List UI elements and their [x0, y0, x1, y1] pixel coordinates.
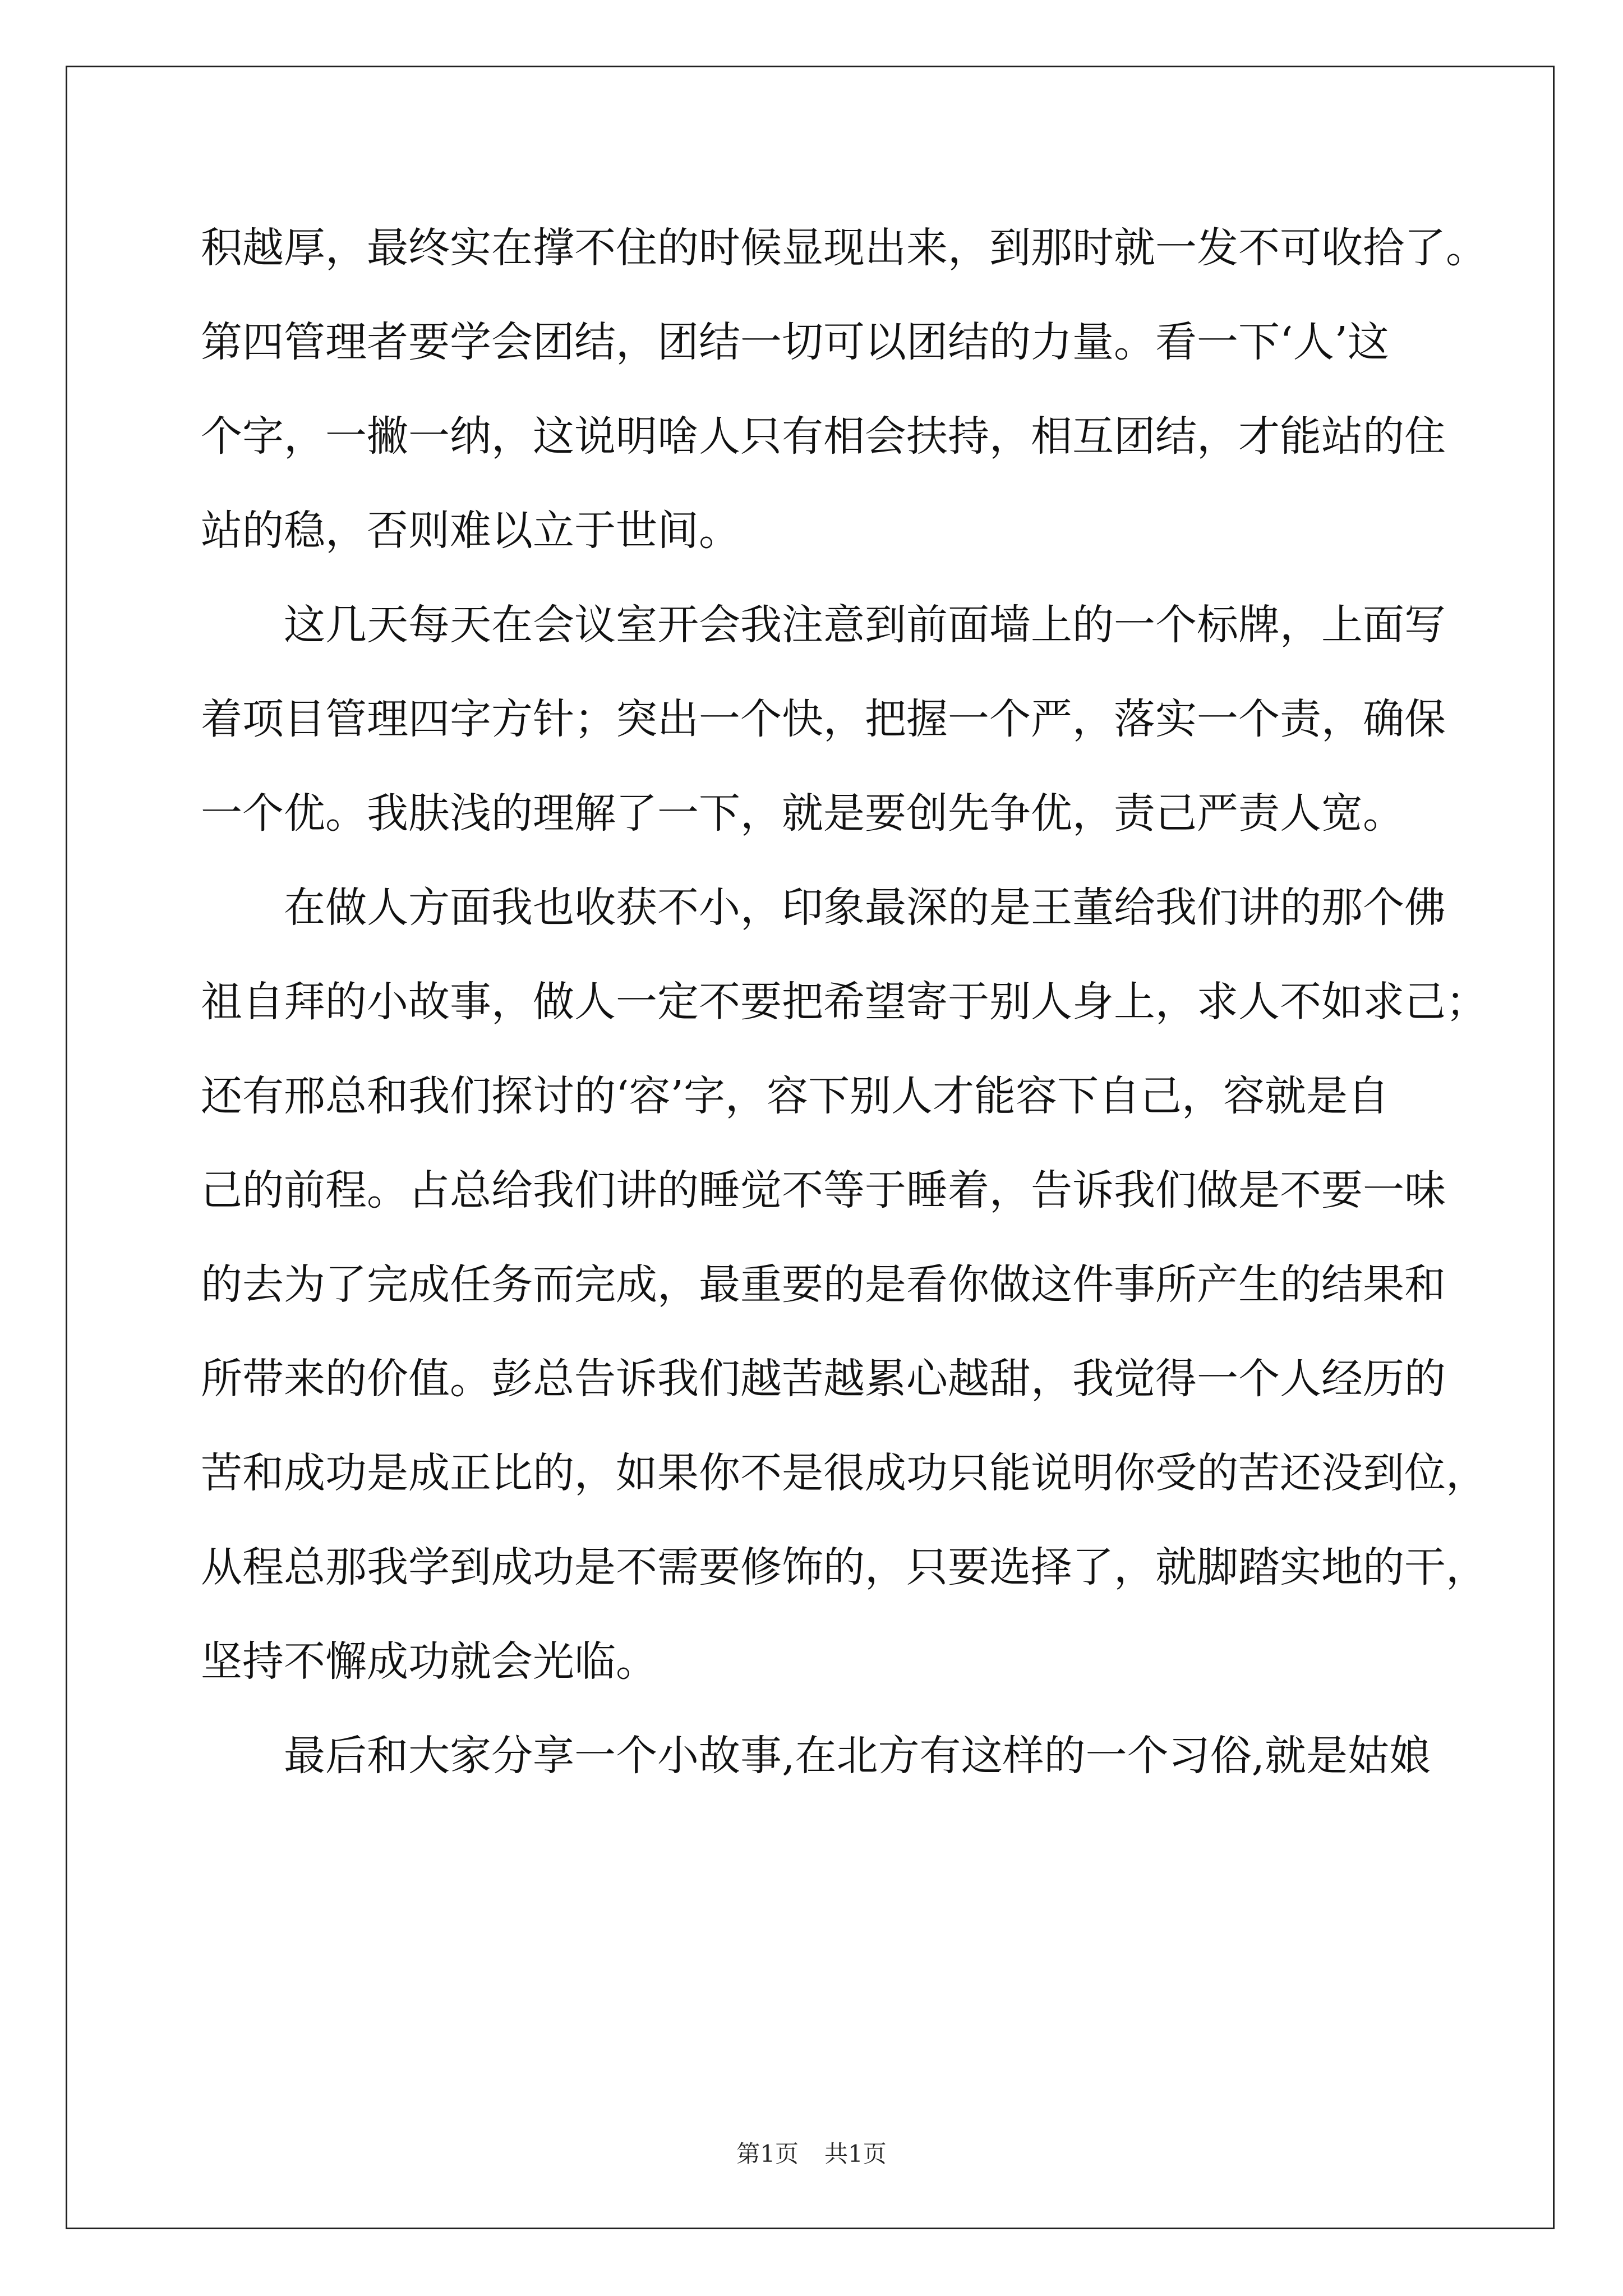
paragraph-start-line: 最后和大家分享一个小故事,在北方有这样的一个习俗,就是姑娘 — [284, 1732, 1431, 1780]
text-line: 还有邢总和我们探讨的‘容’字，容下别人才能容下自己，容就是自 — [201, 1072, 1390, 1120]
paragraph-start-line: 在做人方面我也收获不小，印象最深的是王董给我们讲的那个佛 — [284, 884, 1446, 932]
text-line: 的去为了完成任务而完成，最重要的是看你做这件事所产生的结果和 — [201, 1260, 1446, 1309]
text-line: 积越厚，最终实在撑不住的时候显现出来，到那时就一发不可收拾了。 — [201, 224, 1487, 272]
text-line: 坚持不懈成功就会光临。 — [201, 1637, 657, 1686]
text-line: 个字，一撇一纳，这说明啥人只有相会扶持，相互团结，才能站的住 — [201, 412, 1446, 461]
document-body — [201, 201, 1487, 1803]
paragraph-start-line: 这几天每天在会议室开会我注意到前面墙上的一个标牌，上面写 — [284, 601, 1446, 649]
text-line: 从程总那我学到成功是不需要修饰的，只要选择了，就脚踏实地的干， — [201, 1543, 1487, 1591]
text-line: 第四管理者要学会团结，团结一切可以团结的力量。看一下‘人’这 — [201, 318, 1390, 366]
page-total: 共1页 — [824, 2140, 887, 2168]
text-line: 站的稳，否则难以立于世间。 — [201, 507, 740, 555]
text-line: 己的前程。占总给我们讲的睡觉不等于睡着，告诉我们做是不要一味 — [201, 1166, 1446, 1214]
text-line: 所带来的价值。彭总告诉我们越苦越累心越甜，我觉得一个人经历的 — [201, 1355, 1446, 1403]
text-line: 苦和成功是成正比的，如果你不是很成功只能说明你受的苦还没到位， — [201, 1449, 1487, 1497]
text-line: 一个优。我肤浅的理解了一下，就是要创先争优，责己严责人宽。 — [201, 789, 1404, 838]
page-number: 第1页 — [736, 2140, 799, 2168]
page-footer — [0, 2137, 1623, 2171]
text-line: 祖自拜的小故事，做人一定不要把希望寄于别人身上，求人不如求己； — [201, 978, 1487, 1026]
text-line: 着项目管理四字方针；突出一个快，把握一个严，落实一个责，确保 — [201, 695, 1446, 743]
